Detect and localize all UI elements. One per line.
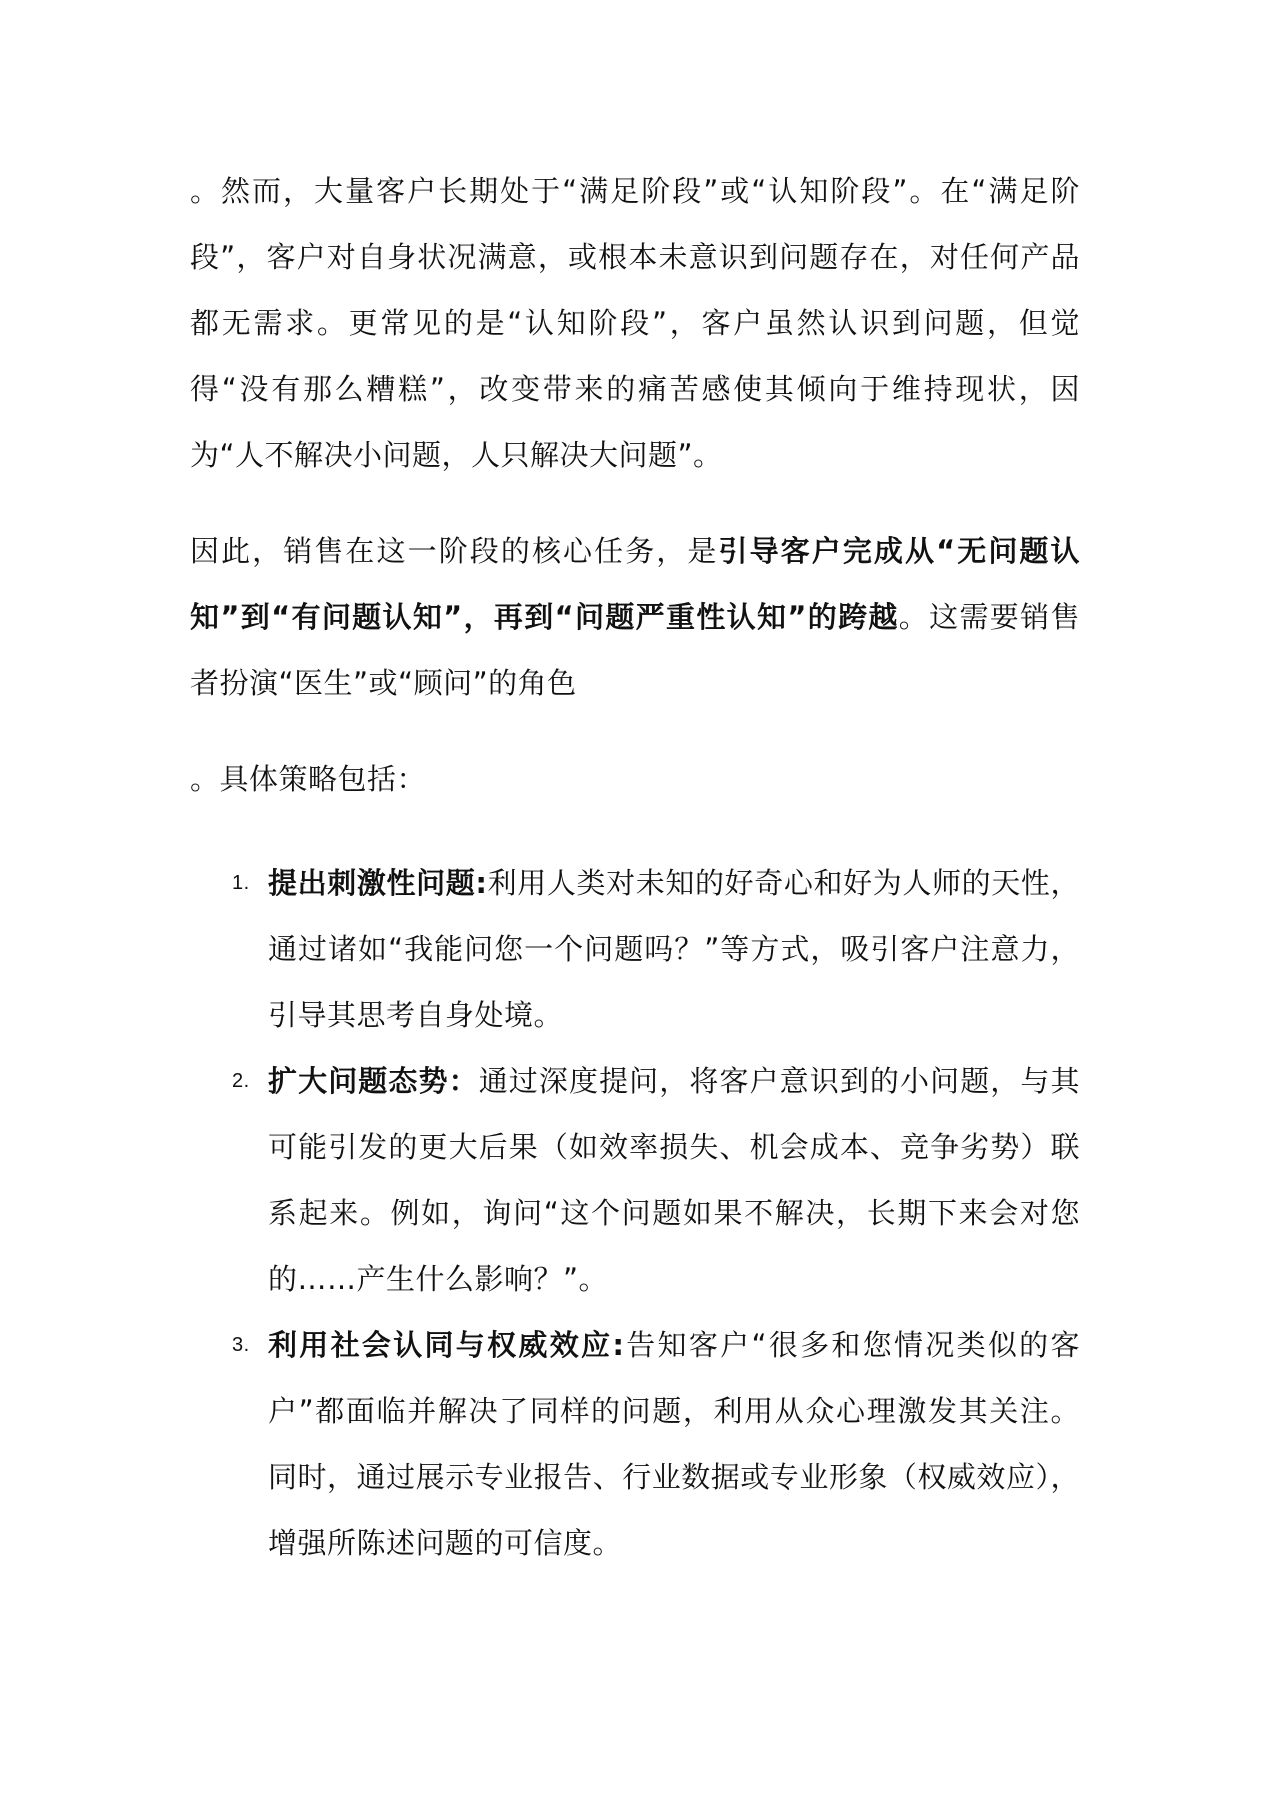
core-task-prefix: 因此，销售在这一阶段的核心任务，是 [190, 534, 719, 568]
core-task-suffix: 。这需要销售者扮演“医生”或“顾问”的角色 [190, 600, 1080, 700]
strategy-title: 提出刺激性问题 [268, 866, 476, 900]
strategy-text: 通过深度提问，将客户意识到的小问题，与其可能引发的更大后果（如效率损失、机会成本、竞争劣势）联系起来。例如，询问“这个问题如果不解决，长期下来会对您的……产生什么影响？”。 [268, 1064, 1080, 1296]
strategy-separator: : [475, 866, 488, 900]
strategy-title: 利用社会认同与权威效应 [268, 1328, 613, 1362]
strategy-number: 1. [232, 872, 250, 894]
core-task-highlight: 引导客户完成从“无问题认知”到“有问题认知”，再到“问题严重性认知”的跨越 [190, 534, 1080, 634]
paragraph-customer-stages: 。然而，大量客户长期处于“满足阶段”或“认知阶段”。在“满足阶段”，客户对自身状况满意，或根本未意识到问题存在，对任何产品都无需求。更常见的是“认知阶段”，客户虽然认识到问题，但觉得“没有那么糟糕”，改变带来的痛苦感使其倾向于维持现状，因为“人不解决小问题，人只解决大问题”。 [190, 174, 1080, 472]
strategy-text: 利用人类对未知的好奇心和好为人师的天性，通过诸如“我能问您一个问题吗？”等方式，吸引客户注意力，引导其思考自身处境。 [268, 866, 1080, 1032]
strategy-number: 2. [232, 1070, 250, 1092]
strategy-separator: ： [448, 1064, 479, 1098]
strategy-title: 扩大问题态势 [268, 1064, 449, 1098]
document-body [190, 158, 1080, 1576]
strategy-separator: : [612, 1328, 625, 1362]
strategy-item-3 [190, 1312, 1080, 1576]
strategy-item-1 [190, 850, 1080, 1048]
paragraph-strategies-intro: 。具体策略包括： [190, 762, 427, 796]
strategy-text: 告知客户“很多和您情况类似的客户”都面临并解决了同样的问题，利用从众心理激发其关注。同时，通过展示专业报告、行业数据或专业形象（权威效应），增强所陈述问题的可信度。 [268, 1328, 1080, 1560]
paragraph-core-task [190, 518, 1080, 716]
strategy-list [190, 850, 1080, 1576]
strategy-number: 3. [232, 1334, 250, 1356]
strategy-item-2 [190, 1048, 1080, 1312]
